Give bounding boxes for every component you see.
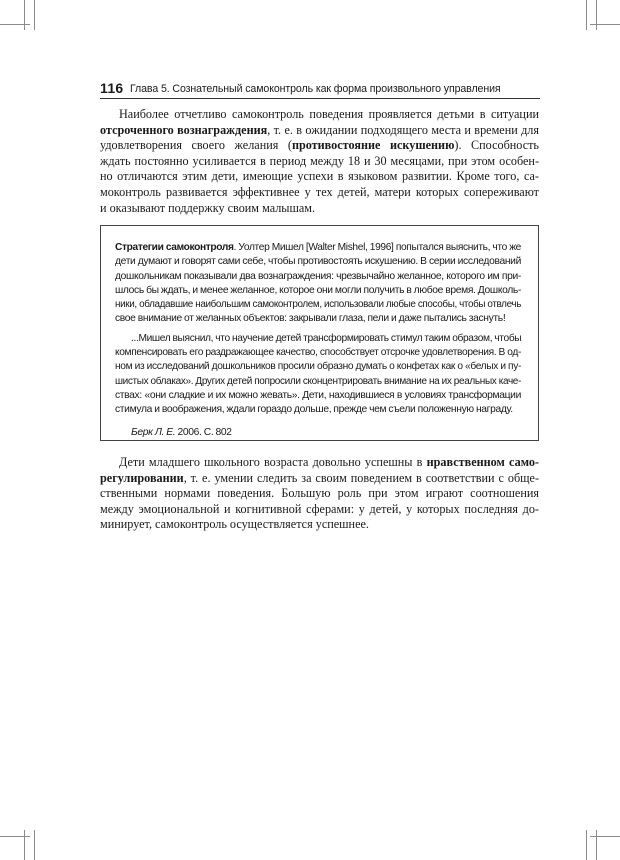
p2-line-2 <box>100 471 539 487</box>
crop-mark-bottom-right-inner <box>596 830 597 860</box>
term-delayed-reward: отсроченного вознаграждения <box>100 122 268 137</box>
crop-mark-top-right <box>586 0 587 30</box>
p1-line-3-pre: удовлетворения своего желания ( <box>100 138 292 153</box>
running-head <box>100 80 540 99</box>
box-p2-line-5: ствах: «они сладкие и их можно жевать». Дети, находившиеся в условиях трансформации <box>115 389 521 401</box>
box-heading: Стратегии самоконтроля <box>115 242 234 253</box>
box-p2-line-3: ном из исследований дошкольников просили образно думать о конфетах как о «белых и пу- <box>115 361 521 373</box>
crop-mark-bottom-left-h <box>0 836 30 837</box>
source-year-page: 2006. С. 802 <box>175 426 232 438</box>
body-paragraph-1 <box>100 107 539 216</box>
box-p1-line-6: свое внимание от желанных объектов: закрывали глаза, пели и даже пытались заснуть! <box>115 313 506 325</box>
box-p2-line-4: шистых облаках». Других детей попросили сконцентрировать внимание на их реальных каче- <box>115 375 521 387</box>
p1-line-4: ждать постоянно усиливается в период между 18 и 30 месяцами, при этом особен- <box>100 153 539 168</box>
crop-mark-top-right-h <box>590 24 620 25</box>
p2-line-4: между эмоциональной и когнитивной сферами: у детей, у которых последняя до- <box>100 501 539 516</box>
p1-line-5: но отличаются этим дети, имеющие успехи в языковом развитии. Кроме того, са- <box>100 169 539 184</box>
source-author: Берк Л. Е. <box>131 426 176 438</box>
chapter-title: Глава 5. Сознательный самоконтроль как форма произвольного управления <box>130 83 501 95</box>
p2-line-5: минирует, самоконтроль осуществляется успешнее. <box>100 517 369 532</box>
box-p1-line-5: ники, обладавшие наибольшим самоконтролем, использовали любые способы, чтобы отвлечь <box>115 299 521 311</box>
term-resisting-temptation: противостояние искушению <box>291 138 455 153</box>
crop-mark-top-left-h <box>0 24 30 25</box>
crop-mark-bottom-left-inner <box>34 830 35 860</box>
sidebar-box-content <box>115 241 521 440</box>
p2-line-2-rest: , т. е. умении следить за своим поведением в соответствии с обще- <box>183 470 539 485</box>
box-p1-line-3: дошкольникам показывали два вознаграждения: чрезвычайно желанное, которого им при- <box>115 270 521 282</box>
crop-mark-top-left <box>24 0 25 30</box>
box-source <box>115 426 521 440</box>
box-p1-line-4: шлось бы ждать, и менее желанное, которое они могли получить в любое время. Дошколь- <box>115 284 521 296</box>
box-paragraph-2 <box>115 332 521 418</box>
page-number: 116 <box>100 80 124 96</box>
box-p1-line-2: дети думают и говорят сами себе, чтобы противостоять искушению. В серии исследований <box>115 256 521 268</box>
box-p1-line-1-rest: . Уолтер Мишел [Walter Mishel, 1996] попытался выяснить, что же <box>233 242 521 253</box>
crop-mark-bottom-left <box>24 830 25 860</box>
crop-mark-top-right-inner <box>596 0 597 30</box>
p2-line-3: ственными нормами поведения. Большую роль при этом играют соотношения <box>100 486 539 501</box>
term-moral-self-regulation-b: регулировании <box>100 470 184 485</box>
p1-line-3 <box>100 138 539 154</box>
box-paragraph-1 <box>115 241 521 327</box>
p2-line-1-pre: Дети младшего школьного возраста довольно успешны в <box>119 455 427 469</box>
p1-line-2-rest: , т. е. в ожидании подходящего места и времени для <box>267 122 539 137</box>
p1-line-1: Наиболее отчетливо самоконтроль поведения проявляется детьми в ситуации <box>119 107 539 121</box>
p1-line-6: моконтроль развивается эффективнее у тех детей, матери которых сопереживают <box>100 184 539 199</box>
sidebar-box <box>100 225 539 441</box>
body-paragraph-2 <box>100 455 539 533</box>
box-p1-line-1 <box>115 241 521 255</box>
p1-line-3-post: ). Способность <box>454 138 539 153</box>
p1-line-7: и оказывают поддержку своим малышам. <box>100 200 316 215</box>
term-moral-self-regulation-a: нравственном само- <box>426 455 539 469</box>
crop-mark-bottom-right-h <box>590 836 620 837</box>
crop-mark-bottom-right <box>586 830 587 860</box>
p1-line-2 <box>100 123 539 139</box>
crop-mark-top-left-inner <box>34 0 35 30</box>
box-p2-line-1: ...Мишел выяснил, что научение детей трансформировать стимул таким образом, чтобы <box>131 332 522 344</box>
box-p2-line-2: компенсировать его раздражающее качество, способствует отсрочке удовлетворения. В од- <box>115 347 521 359</box>
p2-line-1 <box>100 455 539 471</box>
box-p2-line-6: стимула и воображения, ждали гораздо дольше, прежде чем съели положенную награду. <box>115 404 513 416</box>
